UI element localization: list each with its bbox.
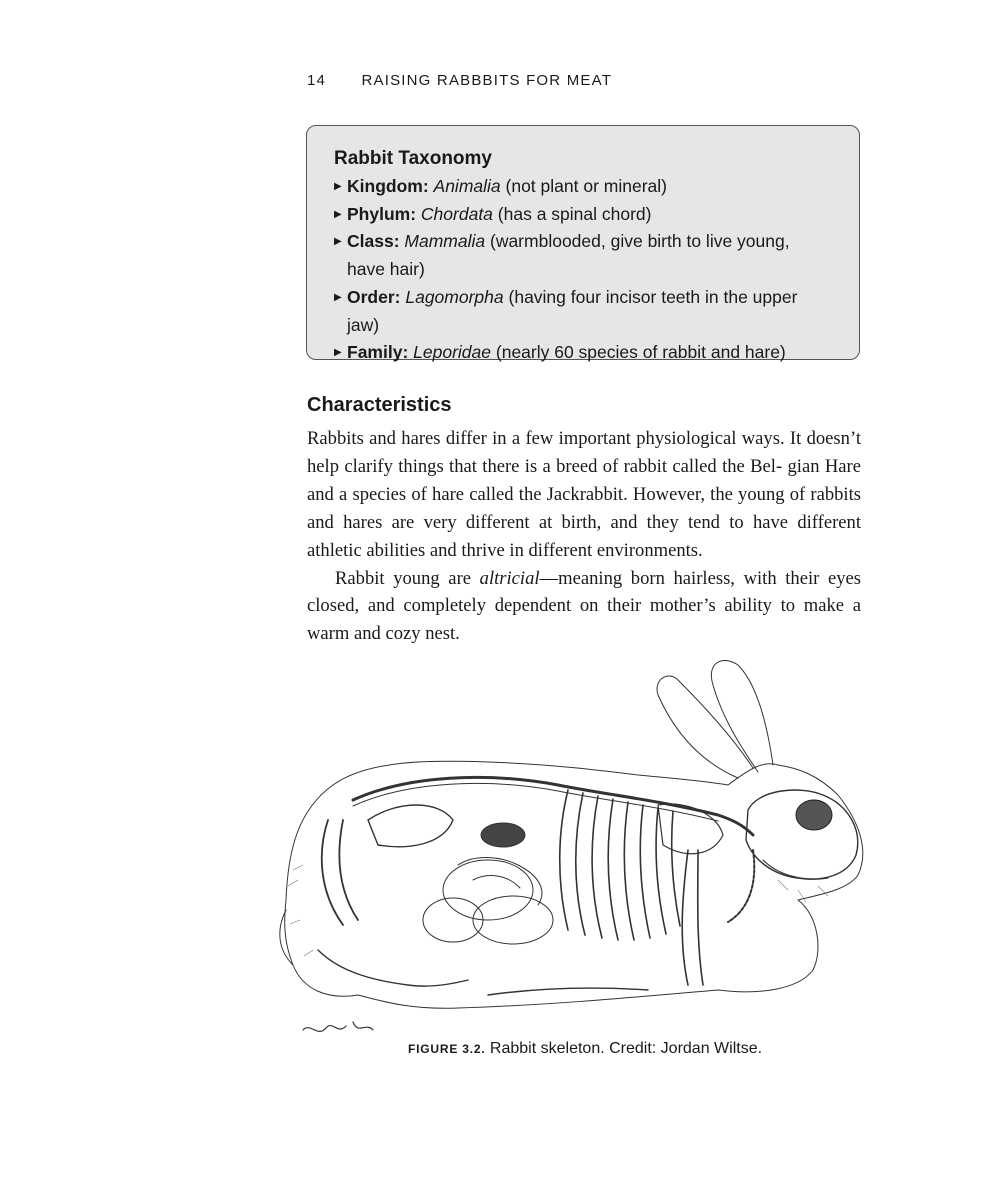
taxonomy-latin: Mammalia [404, 231, 486, 252]
artist-signature [303, 1022, 373, 1031]
forepaw [488, 988, 648, 995]
trachea [728, 850, 754, 922]
taxonomy-item-order [334, 284, 833, 339]
pelvis [368, 805, 453, 847]
taxonomy-latin: Leporidae [413, 342, 492, 363]
taxonomy-note: (not plant or mineral) [500, 176, 667, 196]
taxonomy-item-family [334, 339, 833, 367]
section-heading: Characteristics [307, 394, 452, 416]
taxonomy-note-continued: have hair) [347, 259, 425, 280]
bullet-triangle-icon: ▶ [334, 291, 342, 303]
skull-eye-socket [796, 800, 832, 830]
kidney [481, 823, 525, 847]
italic-term: altricial [479, 567, 540, 589]
paragraph: Rabbits and hares differ in a few important physiological ways. It doesn’t help clarify things that there is a breed of rabbit called the Bel- gian Hare and a species of hare called the Jackrabbit. However, the young of rabbits and hares are very different at birth, and they tend to have different athletic abilities and thrive in different environments. [307, 428, 861, 561]
taxonomy-label: Class: [347, 231, 400, 252]
taxonomy-item-phylum [334, 201, 833, 229]
spine [353, 777, 753, 835]
intestines [423, 858, 553, 945]
paragraph-text: Rabbit young are [335, 567, 480, 589]
running-head [307, 72, 612, 89]
bullet-triangle-icon: ▶ [334, 181, 342, 192]
taxonomy-latin: Chordata [420, 203, 493, 224]
hind-foot [318, 950, 468, 986]
rib-cage [560, 790, 680, 940]
taxonomy-label: Kingdom: [347, 176, 429, 196]
taxonomy-latin: Lagomorpha [405, 286, 504, 307]
rabbit-ear-front [711, 661, 773, 772]
rabbit-skeleton-illustration [258, 650, 883, 1050]
running-title: RAISING RABBBITS FOR MEAT [361, 72, 613, 89]
taxonomy-note: (nearly 60 species of rabbit and hare) [491, 342, 786, 363]
caption-text: Rabbit skeleton. Credit: Jordan Wiltse. [485, 1040, 763, 1057]
fur-sketch [288, 865, 828, 956]
taxonomy-latin: Animalia [433, 176, 501, 196]
taxonomy-list [334, 173, 833, 367]
page-number: 14 [307, 72, 327, 89]
taxonomy-note: (has a spinal chord) [492, 203, 652, 224]
taxonomy-label: Family: [347, 342, 409, 363]
taxonomy-note: (having four incisor teeth in the upper jaw) [347, 286, 798, 335]
paragraph-text: —meaning born hairless, with their eyes closed, and completely dependent on their mother’s ability to make a warm and cozy nest. [307, 567, 861, 645]
taxonomy-item-class [334, 228, 833, 283]
taxonomy-label: Order: [347, 286, 401, 307]
taxonomy-note: (warmblooded, give birth to live young, [485, 231, 790, 252]
taxonomy-sidebar-box [306, 125, 860, 363]
bullet-triangle-icon: ▶ [334, 208, 342, 220]
taxonomy-item-kingdom [334, 173, 833, 201]
figure-caption [408, 1040, 762, 1058]
scapula [658, 804, 723, 854]
body-text [307, 425, 861, 648]
figure-label: FIGURE 3.2. [408, 1042, 486, 1056]
bullet-triangle-icon: ▶ [334, 347, 342, 359]
rabbit-ear-back [657, 676, 753, 778]
foreleg [682, 850, 703, 985]
taxonomy-label: Phylum: [347, 203, 417, 224]
femur [322, 820, 358, 925]
paragraph [307, 565, 861, 649]
taxonomy-title: Rabbit Taxonomy [334, 148, 492, 169]
bullet-triangle-icon: ▶ [334, 236, 342, 248]
tail [280, 910, 293, 965]
